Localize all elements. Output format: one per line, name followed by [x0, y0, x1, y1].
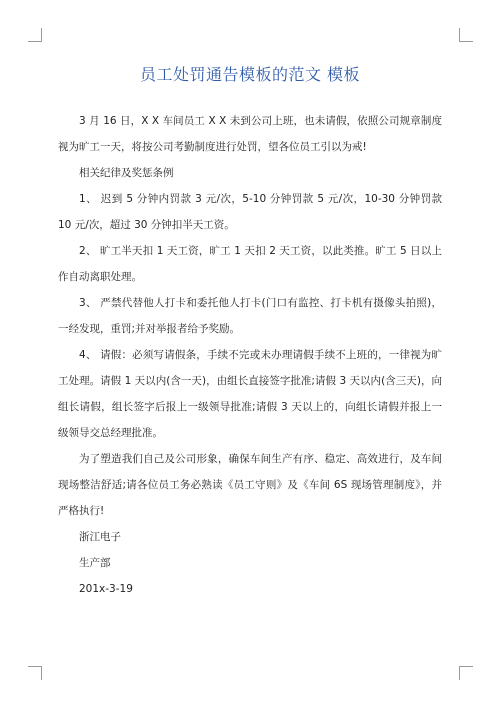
- document-body: [58, 108, 442, 602]
- corner-mark-bottom-left: [28, 666, 42, 680]
- signature-date: 201x-3-19: [79, 583, 133, 595]
- corner-mark-top-right: [459, 28, 473, 42]
- corner-mark-top-left: [28, 28, 42, 42]
- signature-department: 生产部: [79, 557, 111, 569]
- paragraph-rule-3: 3、 严禁代替他人打卡和委托他人打卡(门口有监控、打卡机有摄像头拍照)，一经发现，重罚;并对举报者给予奖励。: [58, 297, 442, 335]
- paragraph-rule-1: 1、 迟到 5 分钟内罚款 3 元/次，5-10 分钟罚款 5 元/次，10-30 分钟罚款 10 元/次，超过 30 分钟扣半天工资。: [58, 193, 442, 231]
- document-title: 员工处罚通告模板的范文 模板: [139, 65, 361, 84]
- corner-mark-bottom-right: [459, 666, 473, 680]
- paragraph-closing: 为了塑造我们自己及公司形象，确保车间生产有序、稳定、高效进行，及车间现场整洁舒适;请各位员工务必熟读《员工守则》及《车间 6S 现场管理制度》，并严格执行!: [58, 453, 442, 517]
- paragraph-rule-2: 2、 旷工半天扣 1 天工资，旷工 1 天扣 2 天工资，以此类推。旷工 5 日以上作自动离职处理。: [58, 245, 442, 283]
- paragraph-notice: 3 月 16 日，X X 车间员工 X X 未到公司上班，也未请假，依照公司规章制度视为旷工一天，将按公司考勤制度进行处罚，望各位员工引以为戒!: [58, 115, 442, 153]
- paragraph-rules-heading: 相关纪律及奖惩条例: [79, 167, 174, 179]
- signature-company: 浙江电子: [79, 531, 121, 543]
- paragraph-rule-4: 4、 请假：必须写请假条，手续不完或未办理请假手续不上班的，一律视为旷工处理。请假 1 天以内(含一天)，由组长直接签字批准;请假 3 天以内(含三天)，向组长请假，组长签字后报上一级领导批准;请假 3 天以上的，向组长请假并报上一级领导交总经理批准。: [58, 349, 442, 439]
